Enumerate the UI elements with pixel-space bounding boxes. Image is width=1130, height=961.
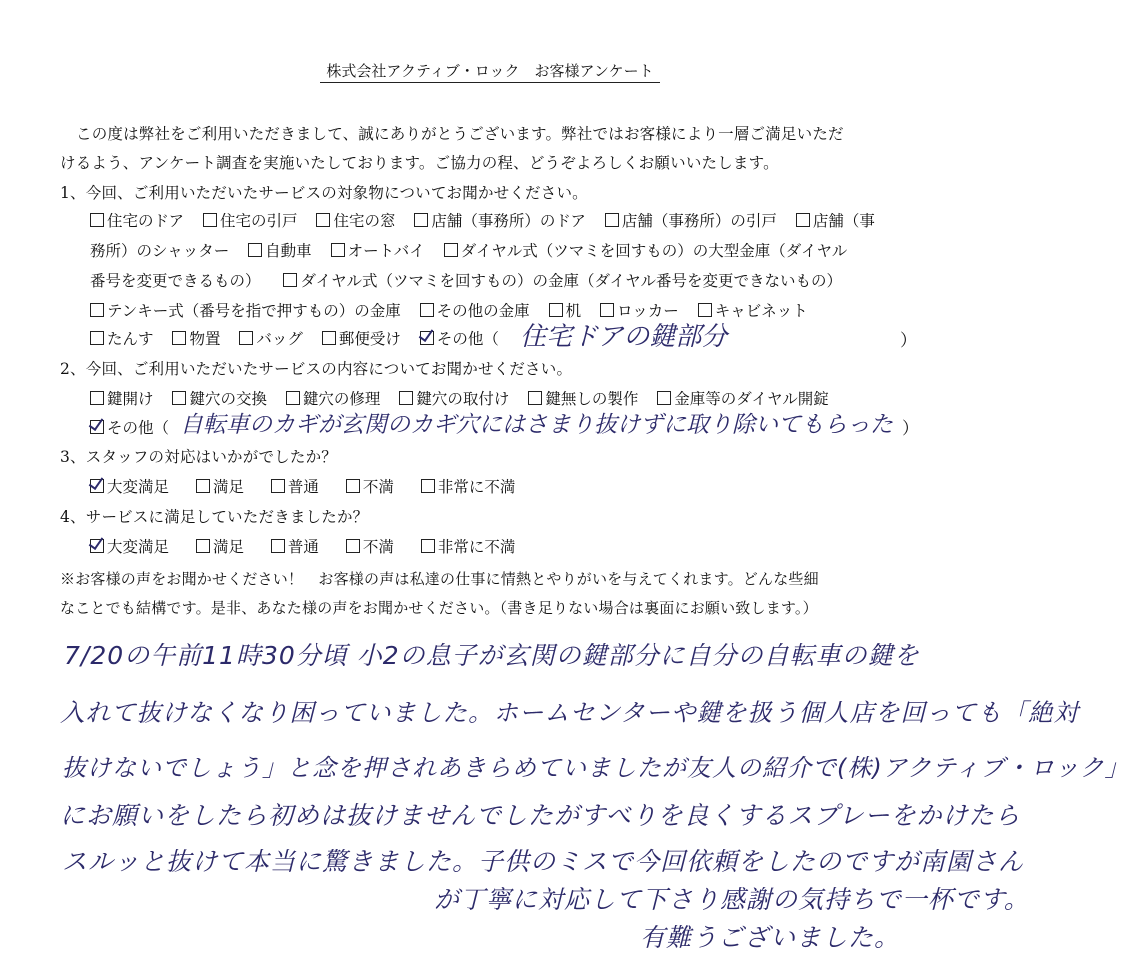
q2-label: 2、今回、ご利用いただいたサービスの内容についてお聞かせください。 (60, 360, 573, 378)
q3-options: 大変満足 満足 普通 不満 非常に不満 (90, 475, 515, 497)
q2-row-1: 鍵開け 鍵穴の交換 鍵穴の修理 鍵穴の取付け 鍵無しの製作 金庫等のダイヤル開錠 (90, 387, 829, 409)
voice-line-1: ※お客様の声をお聞かせください！ お客様の声は私達の仕事に情熱とやりがいを与えてくれます。どんな些細 (60, 570, 819, 588)
handwritten-line-3: 抜けないでしょう」と念を押されあきらめていましたが友人の紹介で(株)アクティブ・ロック」 (62, 754, 1130, 782)
checkbox[interactable] (322, 331, 336, 345)
checkbox[interactable] (346, 479, 360, 493)
checkbox[interactable] (90, 213, 104, 227)
checkbox[interactable] (331, 243, 345, 257)
q1-row-5: たんす 物置 バッグ 郵便受け その他（ (90, 327, 499, 349)
handwritten-line-2: 入れて抜けなくなり困っていました。ホームセンターや鍵を扱う個人店を回っても「絶対 (60, 698, 1080, 727)
handwritten-line-5: スルッと抜けて本当に驚きました。子供のミスで今回依頼をしたのですが南園さん (62, 847, 1025, 876)
checked-checkbox[interactable] (90, 539, 104, 553)
voice-line-2: なことでも結構です。是非、あなた様の声をお聞かせください。（書き足りない場合は裏面にお願い致します。） (60, 599, 818, 617)
q1-row-4: テンキー式（番号を指で押すもの）の金庫 その他の金庫 机 ロッカー キャビネット (90, 299, 808, 321)
checkbox[interactable] (172, 331, 186, 345)
checkbox[interactable] (239, 331, 253, 345)
checkbox[interactable] (444, 243, 458, 257)
checked-checkbox[interactable] (90, 420, 104, 434)
checkbox[interactable] (196, 539, 210, 553)
q3-label: 3、スタッフの対応はいかがでしたか？ (60, 448, 337, 466)
checkbox[interactable] (698, 303, 712, 317)
checkbox[interactable] (796, 213, 810, 227)
intro-line-1: この度は弊社をご利用いただきまして、誠にありがとうございます。弊社ではお客様により一層ご満足いただ (76, 125, 844, 143)
q1-other-handwritten: 住宅ドアの鍵部分 (520, 322, 728, 352)
checkbox[interactable] (271, 479, 285, 493)
q2-close-paren: ） (902, 419, 919, 439)
checked-checkbox[interactable] (90, 479, 104, 493)
checkbox[interactable] (420, 303, 434, 317)
checkbox[interactable] (196, 479, 210, 493)
q1-label: 1、今回、ご利用いただいたサービスの対象物についてお聞かせください。 (60, 184, 588, 202)
checkbox[interactable] (316, 213, 330, 227)
checkbox[interactable] (657, 391, 671, 405)
handwritten-line-6: が丁寧に対応して下さり感謝の気持ちで一杯です。 (434, 885, 1030, 914)
q1-close-paren: ） (900, 331, 917, 351)
q1-row-3: 番号を変更できるもの） ダイヤル式（ツマミを回すもの）の金庫（ダイヤル番号を変更できないもの） (90, 272, 843, 290)
survey-title: 株式会社アクティブ・ロック お客様アンケート (0, 60, 980, 81)
handwritten-line-7: 有難うございました。 (640, 923, 901, 952)
checkbox[interactable] (414, 213, 428, 227)
q2-other: その他（ (90, 416, 169, 438)
checkbox[interactable] (90, 391, 104, 405)
checkbox[interactable] (421, 539, 435, 553)
checkbox[interactable] (248, 243, 262, 257)
checkbox[interactable] (283, 273, 297, 287)
checkbox[interactable] (203, 213, 217, 227)
handwritten-line-1: 7/20の午前11時30分頃 小2の息子が玄関の鍵部分に自分の自転車の鍵を (64, 641, 920, 670)
intro-line-2: けるよう、アンケート調査を実施いたしております。ご協力の程、どうぞよろしくお願いいたします。 (60, 154, 779, 172)
q1-row-2: 務所）のシャッター 自動車 オートバイ ダイヤル式（ツマミを回すもの）の大型金庫（ダイヤル (90, 242, 848, 260)
checkbox[interactable] (172, 391, 186, 405)
q1-row-1: 住宅のドア 住宅の引戸 住宅の窓 店舗（事務所）のドア 店舗（事務所）の引戸 店舗（事 (90, 209, 875, 231)
q4-options: 大変満足 満足 普通 不満 非常に不満 (90, 535, 515, 557)
checkbox[interactable] (346, 539, 360, 553)
checkbox[interactable] (90, 303, 104, 317)
checkbox[interactable] (421, 479, 435, 493)
checkbox[interactable] (286, 391, 300, 405)
checked-checkbox[interactable] (420, 331, 434, 345)
checkbox[interactable] (528, 391, 542, 405)
checkbox[interactable] (600, 303, 614, 317)
handwritten-line-4: にお願いをしたら初めは抜けませんでしたがすべりを良くするスプレーをかけたら (60, 801, 1021, 830)
checkbox[interactable] (399, 391, 413, 405)
q2-other-handwritten: 自転車のカギが玄関のカギ穴にはさまり抜けずに取り除いてもらった (180, 412, 893, 438)
checkbox[interactable] (90, 331, 104, 345)
checkbox[interactable] (271, 539, 285, 553)
q4-label: 4、サービスに満足していただきましたか？ (60, 508, 369, 526)
checkbox[interactable] (549, 303, 563, 317)
checkbox[interactable] (605, 213, 619, 227)
